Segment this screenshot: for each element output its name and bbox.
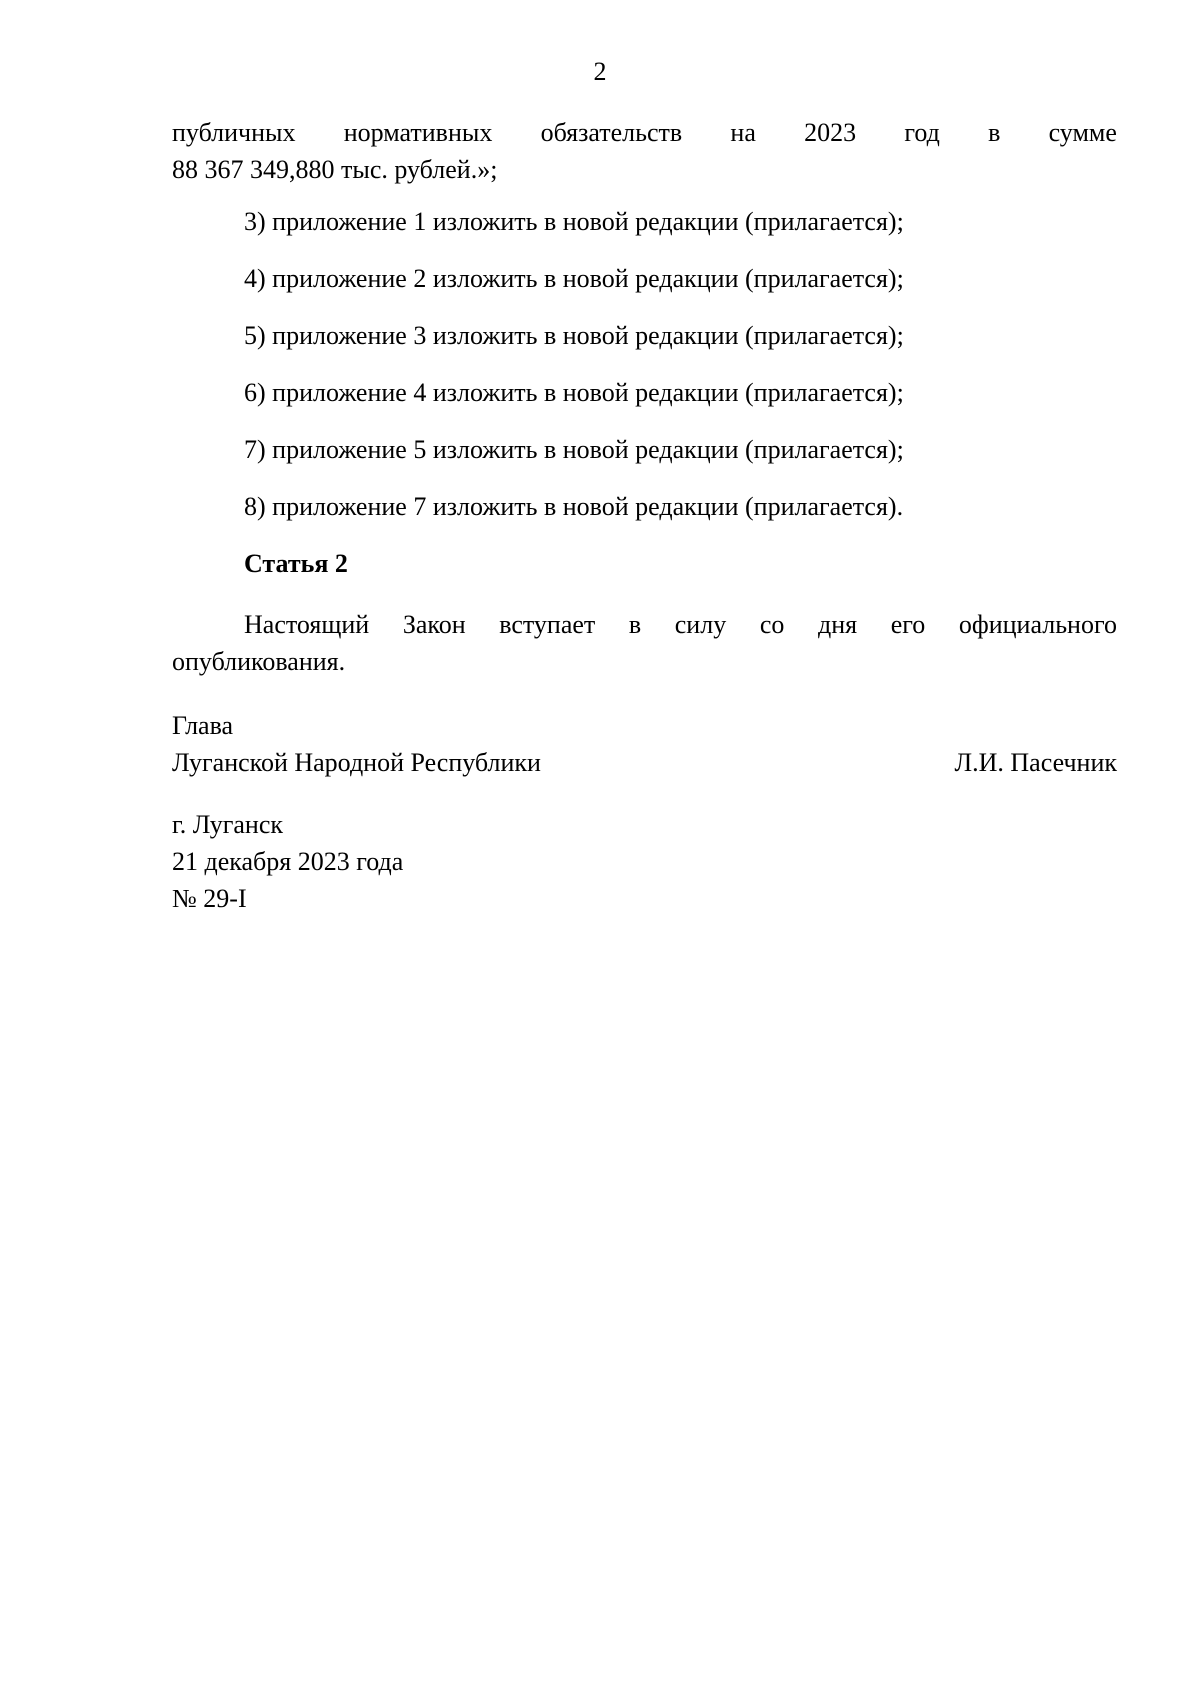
- signature-row: [172, 744, 1117, 781]
- word: публичных: [172, 118, 296, 147]
- word: в: [628, 610, 642, 639]
- date: 21 декабря 2023 года: [172, 847, 404, 876]
- document-footer: [172, 806, 1117, 917]
- word: силу: [674, 610, 727, 639]
- word: обязательств: [540, 118, 683, 147]
- signatory-name: Л.И. Пасечник: [954, 748, 1117, 777]
- word: дня: [817, 610, 858, 639]
- law-number: № 29-I: [172, 884, 247, 913]
- word: 2023: [804, 118, 857, 147]
- continuation-line-2: 88 367 349,880 тыс. рублей.»;: [172, 155, 498, 184]
- amendment-item: 5) приложение 3 изложить в новой редакции (прилагается);: [244, 321, 904, 350]
- word: год: [904, 118, 940, 147]
- article-heading: Статья 2: [244, 549, 348, 578]
- page-number: 2: [593, 57, 607, 86]
- signature-block: [172, 707, 1117, 781]
- word: Закон: [402, 610, 466, 639]
- continuation-line-1: [172, 114, 1117, 151]
- word: официального: [958, 610, 1117, 639]
- amendment-item: 8) приложение 7 изложить в новой редакции (прилагается).: [244, 492, 904, 521]
- amendment-item: 4) приложение 2 изложить в новой редакции (прилагается);: [244, 264, 904, 293]
- word: его: [890, 610, 926, 639]
- word: Настоящий: [244, 610, 370, 639]
- article-line-2: опубликования.: [172, 647, 346, 676]
- word: в: [988, 118, 1001, 147]
- word: сумме: [1048, 118, 1117, 147]
- city: г. Луганск: [172, 810, 284, 839]
- word: со: [759, 610, 785, 639]
- word: нормативных: [343, 118, 493, 147]
- signatory-title: Глава: [172, 711, 234, 740]
- article-paragraph: [172, 606, 1117, 680]
- word: вступает: [499, 610, 596, 639]
- amendment-item: 6) приложение 4 изложить в новой редакции (прилагается);: [244, 378, 904, 407]
- article-line-1: [172, 606, 1117, 643]
- signatory-organization: Луганской Народной Республики: [172, 748, 541, 777]
- amendment-item: 7) приложение 5 изложить в новой редакции (прилагается);: [244, 435, 904, 464]
- amendment-item: 3) приложение 1 изложить в новой редакции (прилагается);: [244, 207, 904, 236]
- word: на: [730, 118, 756, 147]
- continuation-paragraph: [172, 114, 1117, 188]
